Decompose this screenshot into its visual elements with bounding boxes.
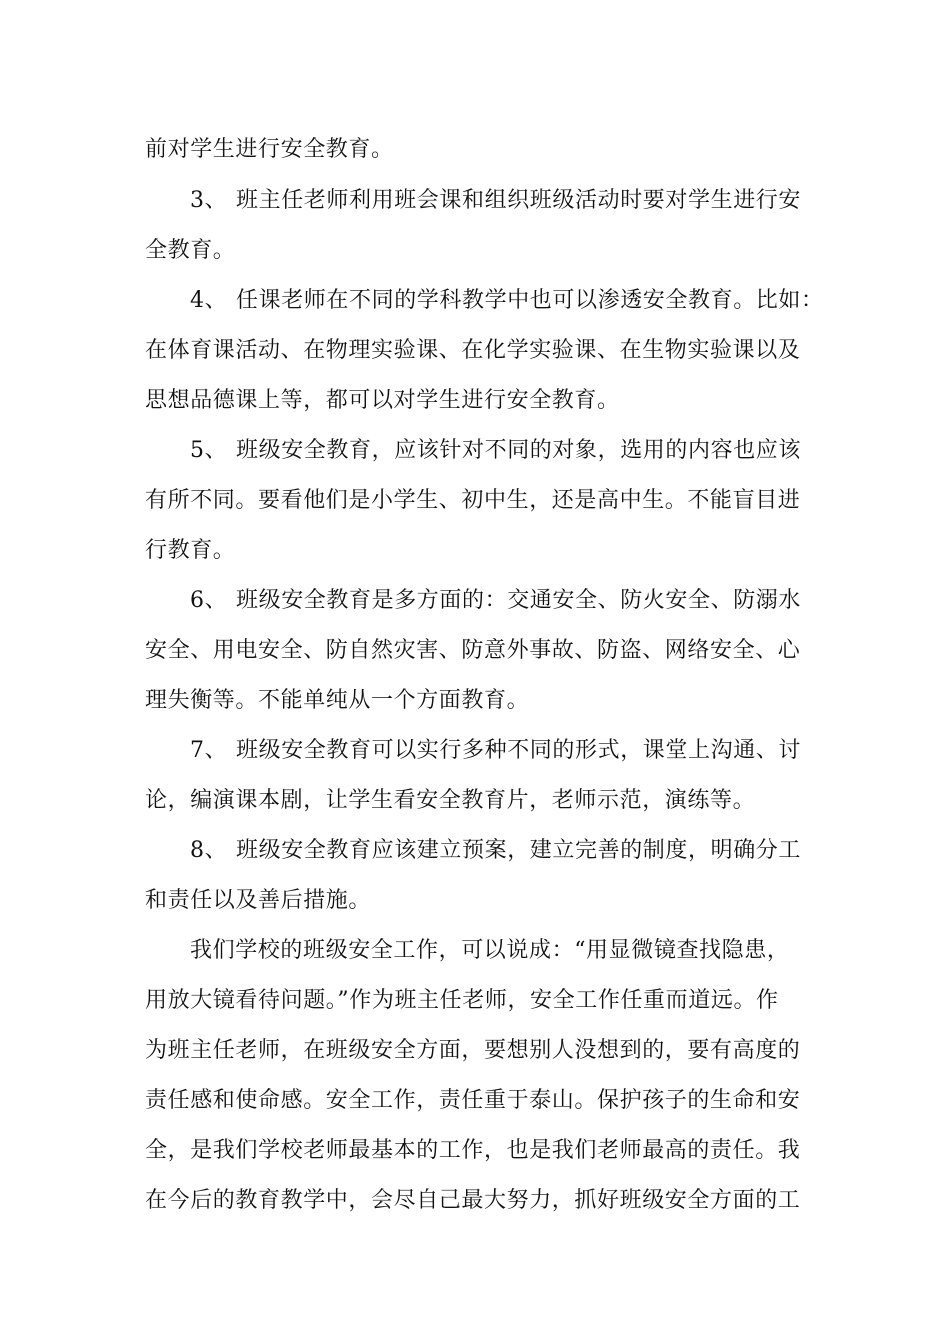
text-line: [145, 236, 235, 266]
text-line: [145, 786, 755, 816]
text-line: [145, 536, 235, 566]
text-line: [145, 336, 800, 366]
line-text: 班主任老师利用班会课和组织班级活动时要对学生进行安: [236, 188, 802, 213]
line-text: 全教育。: [145, 238, 236, 263]
line-text: 有所不同。要看他们是小学生、初中生，还是高中生。不能盲目进: [145, 488, 801, 513]
text-line: [145, 1036, 800, 1066]
line-text: 班级安全教育是多方面的：交通安全、防火安全、防溺水: [236, 588, 802, 613]
list-number: 6、: [190, 588, 228, 613]
list-item-5: [190, 436, 801, 466]
line-text: 班级安全教育，应该针对不同的对象，选用的内容也应该: [236, 438, 802, 463]
line-text: 我们学校的班级安全工作，可以说成：“用显微镜查找隐患，: [190, 938, 790, 963]
list-item-7: [190, 736, 801, 766]
line-text: 安全、用电安全、防自然灾害、防意外事故、防盗、网络安全、心: [145, 638, 801, 663]
list-number: 5、: [190, 438, 228, 463]
list-number: 4、: [190, 288, 228, 313]
line-text: 责任感和使命感。安全工作，责任重于泰山。保护孩子的生命和安: [145, 1088, 801, 1113]
list-number: 8、: [190, 838, 228, 863]
line-text: 行教育。: [145, 538, 236, 563]
text-line: [145, 1186, 800, 1216]
text-line: [145, 1086, 800, 1116]
line-text: 全，是我们学校老师最基本的工作，也是我们老师最高的责任。我: [145, 1138, 801, 1163]
line-text: 思想品德课上等，都可以对学生进行安全教育。: [145, 388, 620, 413]
line-text: 和责任以及善后措施。: [145, 888, 372, 913]
list-number: 7、: [190, 738, 228, 763]
line-text: 班级安全教育可以实行多种不同的形式，课堂上沟通、讨: [236, 738, 802, 763]
list-item-4: [190, 286, 824, 316]
line-text: 班级安全教育应该建立预案，建立完善的制度，明确分工: [236, 838, 802, 863]
list-number: 3、: [190, 188, 228, 213]
line-text: 在今后的教育教学中，会尽自己最大努力，抓好班级安全方面的工: [145, 1188, 801, 1213]
line-text: 任课老师在不同的学科教学中也可以渗透安全教育。比如：: [236, 288, 824, 313]
paragraph-first-line: [190, 936, 789, 966]
text-line: [145, 686, 529, 716]
line-text: 前对学生进行安全教育。: [145, 137, 394, 162]
text-line: [145, 486, 800, 516]
line-text: 论，编演课本剧，让学生看安全教育片，老师示范，演练等。: [145, 788, 756, 813]
list-item-6: [190, 586, 801, 616]
line-text: 在体育课活动、在物理实验课、在化学实验课、在生物实验课以及: [145, 338, 801, 363]
line-text: 用放大镜看待问题。”作为班主任老师，安全工作任重而道远。作: [145, 988, 779, 1013]
text-line: [145, 636, 800, 666]
text-line: [145, 886, 371, 916]
text-line: [145, 135, 394, 165]
text-line: [145, 986, 779, 1016]
line-text: 理失衡等。不能单纯从一个方面教育。: [145, 688, 530, 713]
text-line: [145, 386, 620, 416]
line-text: 为班主任老师，在班级安全方面，要想别人没想到的，要有高度的: [145, 1038, 801, 1063]
text-line: [145, 1136, 800, 1166]
list-item-3: [190, 186, 801, 216]
list-item-8: [190, 836, 801, 866]
